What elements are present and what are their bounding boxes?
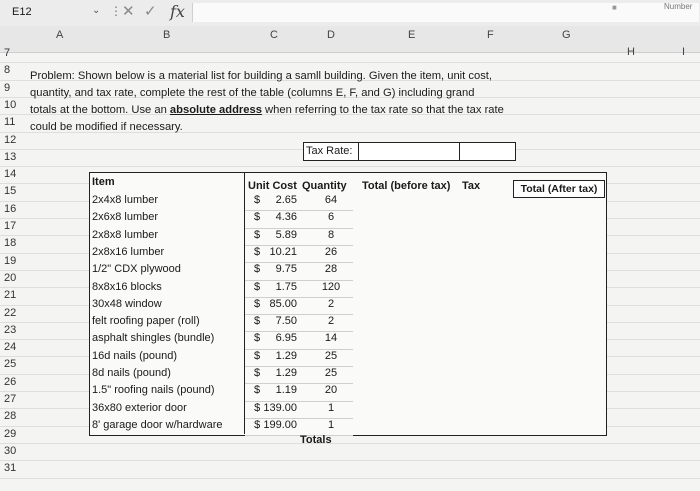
- currency-symbol-cell[interactable]: $: [254, 384, 261, 397]
- row-number[interactable]: 16: [4, 202, 17, 215]
- item-name-cell[interactable]: 2x8x8 lumber: [92, 228, 159, 241]
- column-header-bar: [0, 26, 700, 58]
- unit-cost-cell[interactable]: 7.50: [275, 315, 297, 328]
- header-tax[interactable]: Tax: [462, 180, 481, 192]
- col-header-d[interactable]: D: [327, 29, 335, 41]
- row-number[interactable]: 18: [4, 237, 17, 250]
- row-number[interactable]: 20: [4, 271, 17, 284]
- item-name-cell[interactable]: felt roofing paper (roll): [92, 315, 200, 328]
- row-gridline: [0, 478, 700, 479]
- row-number[interactable]: 30: [4, 444, 17, 457]
- quantity-cell[interactable]: 14: [324, 332, 338, 345]
- row-number[interactable]: 22: [4, 306, 17, 319]
- unit-cost-cell[interactable]: 10.21: [269, 245, 297, 258]
- row-number[interactable]: 11: [4, 116, 16, 129]
- header-total-before-tax[interactable]: Total (before tax): [362, 180, 451, 192]
- quantity-cell[interactable]: 8: [327, 228, 335, 241]
- item-name-cell[interactable]: 16d nails (pound): [92, 349, 178, 362]
- item-name-cell[interactable]: 36x80 exterior door: [92, 401, 187, 414]
- currency-symbol-cell[interactable]: $: [254, 194, 261, 206]
- quantity-cell[interactable]: 120: [321, 280, 341, 293]
- unit-cost-cell[interactable]: $ 139.00: [254, 401, 297, 414]
- instruction-line-1: Problem: Shown below is a material list for building a samll building. Given the item, unit cost,: [30, 70, 493, 82]
- item-name-cell[interactable]: asphalt shingles (bundle): [92, 332, 215, 345]
- totals-label: Totals: [300, 434, 332, 446]
- currency-symbol-cell[interactable]: $: [254, 367, 261, 379]
- name-box[interactable]: E12: [12, 6, 32, 18]
- col-header-a[interactable]: A: [56, 29, 64, 41]
- item-name-cell[interactable]: 2x4x8 lumber: [92, 194, 159, 206]
- unit-cost-cell[interactable]: 2.65: [275, 194, 297, 206]
- quantity-cell[interactable]: 25: [324, 367, 338, 379]
- row-gridline: [0, 443, 700, 444]
- unit-cost-cell[interactable]: 9.75: [275, 263, 297, 276]
- unit-cost-cell[interactable]: 1.19: [275, 384, 297, 397]
- unit-cost-cell[interactable]: $ 199.00: [254, 418, 297, 431]
- unit-cost-cell[interactable]: 1.29: [275, 349, 297, 362]
- item-name-cell[interactable]: 8' garage door w/hardware: [92, 418, 223, 431]
- row-number[interactable]: 26: [4, 375, 17, 388]
- currency-symbol-cell[interactable]: $: [254, 349, 261, 362]
- row-number[interactable]: 19: [4, 254, 17, 267]
- col-header-i[interactable]: I: [682, 46, 686, 58]
- row-gridline: [0, 166, 700, 167]
- tax-rate-label: Tax Rate:: [303, 142, 361, 161]
- currency-symbol-cell[interactable]: $: [254, 297, 261, 310]
- quantity-cell[interactable]: 26: [324, 245, 338, 258]
- row-number[interactable]: 23: [4, 323, 17, 336]
- row-number[interactable]: 14: [4, 168, 17, 181]
- instruction-line-3: [30, 104, 504, 116]
- item-name-cell[interactable]: 30x48 window: [92, 297, 162, 310]
- row-number[interactable]: 27: [4, 393, 17, 405]
- quantity-cell[interactable]: 2: [327, 315, 335, 328]
- row-gridline: [0, 62, 700, 63]
- currency-symbol-cell[interactable]: $: [254, 315, 261, 328]
- instruction-line-2: quantity, and tax rate, complete the rest of the table (columns E, F, and G) including grand: [30, 87, 475, 99]
- header-unit-cost[interactable]: Unit Cost: [248, 180, 297, 192]
- row-number[interactable]: 15: [4, 185, 17, 198]
- col-header-e[interactable]: E: [408, 29, 416, 41]
- instruction-line-4: could be modified if necessary.: [30, 121, 183, 133]
- row-number[interactable]: 10: [4, 98, 17, 111]
- header-quantity[interactable]: Quantity: [302, 180, 347, 192]
- col-header-b[interactable]: B: [163, 29, 171, 41]
- formula-input[interactable]: [192, 3, 699, 22]
- format-icon[interactable]: ■: [612, 3, 617, 12]
- row-number[interactable]: 28: [4, 410, 17, 423]
- row-number[interactable]: 25: [4, 358, 17, 371]
- row-number[interactable]: 9: [4, 81, 11, 94]
- quantity-cell[interactable]: 2: [327, 297, 335, 310]
- row-number[interactable]: 7: [4, 47, 11, 59]
- col-header-f[interactable]: F: [487, 29, 494, 41]
- item-name-cell[interactable]: 8x8x16 blocks: [92, 280, 162, 293]
- item-name-cell[interactable]: 2x8x16 lumber: [92, 245, 165, 258]
- currency-symbol-cell[interactable]: $: [254, 332, 261, 345]
- quantity-cell[interactable]: 64: [324, 194, 338, 206]
- row-gridline: [0, 460, 700, 461]
- col-header-h[interactable]: H: [627, 46, 635, 58]
- col-header-g[interactable]: G: [562, 29, 571, 41]
- row-number[interactable]: 12: [4, 133, 17, 146]
- insert-function-icon[interactable]: fx: [170, 2, 185, 21]
- row-separator: [245, 435, 353, 436]
- currency-symbol-cell[interactable]: $: [254, 280, 261, 293]
- chevron-down-icon[interactable]: ⌄: [92, 5, 101, 16]
- header-total-after-tax[interactable]: Total (After tax): [513, 180, 605, 198]
- row-number[interactable]: 24: [4, 341, 17, 354]
- row-number[interactable]: 17: [4, 220, 17, 232]
- quantity-cell[interactable]: 6: [327, 211, 335, 224]
- currency-symbol-cell[interactable]: $: [254, 211, 261, 224]
- row-number[interactable]: 13: [4, 150, 17, 163]
- currency-symbol-cell[interactable]: $: [254, 245, 261, 258]
- unit-cost-cell[interactable]: 1.29: [275, 367, 297, 379]
- currency-symbol-cell[interactable]: $: [254, 263, 261, 276]
- absolute-address-emphasis: absolute address: [169, 104, 262, 116]
- item-name-cell[interactable]: 8d nails (pound): [92, 367, 171, 379]
- quantity-cell[interactable]: 20: [324, 384, 338, 397]
- more-options-icon[interactable]: ⋮: [110, 4, 122, 18]
- instruction-line-3-start: totals at the bottom. Use an: [30, 104, 170, 116]
- quantity-cell[interactable]: 1: [327, 418, 335, 431]
- currency-symbol-cell[interactable]: $: [254, 228, 261, 241]
- header-item[interactable]: Item: [92, 176, 115, 188]
- unit-cost-cell[interactable]: 85.00: [269, 297, 297, 310]
- quantity-cell[interactable]: 1: [327, 401, 335, 414]
- col-header-c[interactable]: C: [270, 29, 278, 41]
- cancel-icon[interactable]: ✕: [122, 3, 135, 20]
- row-number[interactable]: 29: [4, 427, 17, 440]
- item-name-cell[interactable]: 1.5" roofing nails (pound): [92, 384, 215, 397]
- confirm-icon[interactable]: ✓: [144, 3, 157, 20]
- tax-rate-input[interactable]: [358, 142, 516, 161]
- number-format-label[interactable]: Number: [664, 2, 693, 11]
- row-number[interactable]: 8: [4, 64, 11, 77]
- row-number[interactable]: 21: [4, 289, 17, 302]
- item-name-cell[interactable]: 2x6x8 lumber: [92, 211, 159, 224]
- material-table: [89, 172, 607, 436]
- unit-cost-cell[interactable]: 5.89: [275, 228, 297, 241]
- instruction-line-3-end: when referring to the tax rate so that the tax rate: [261, 104, 504, 116]
- item-name-cell[interactable]: 1/2" CDX plywood: [92, 263, 181, 276]
- table-divider: [244, 173, 245, 434]
- unit-cost-cell[interactable]: 6.95: [275, 332, 297, 345]
- unit-cost-cell[interactable]: 1.75: [275, 280, 297, 293]
- unit-cost-cell[interactable]: 4.36: [275, 211, 297, 224]
- quantity-cell[interactable]: 28: [324, 263, 338, 276]
- row-number[interactable]: 31: [4, 462, 17, 475]
- quantity-cell[interactable]: 25: [324, 349, 338, 362]
